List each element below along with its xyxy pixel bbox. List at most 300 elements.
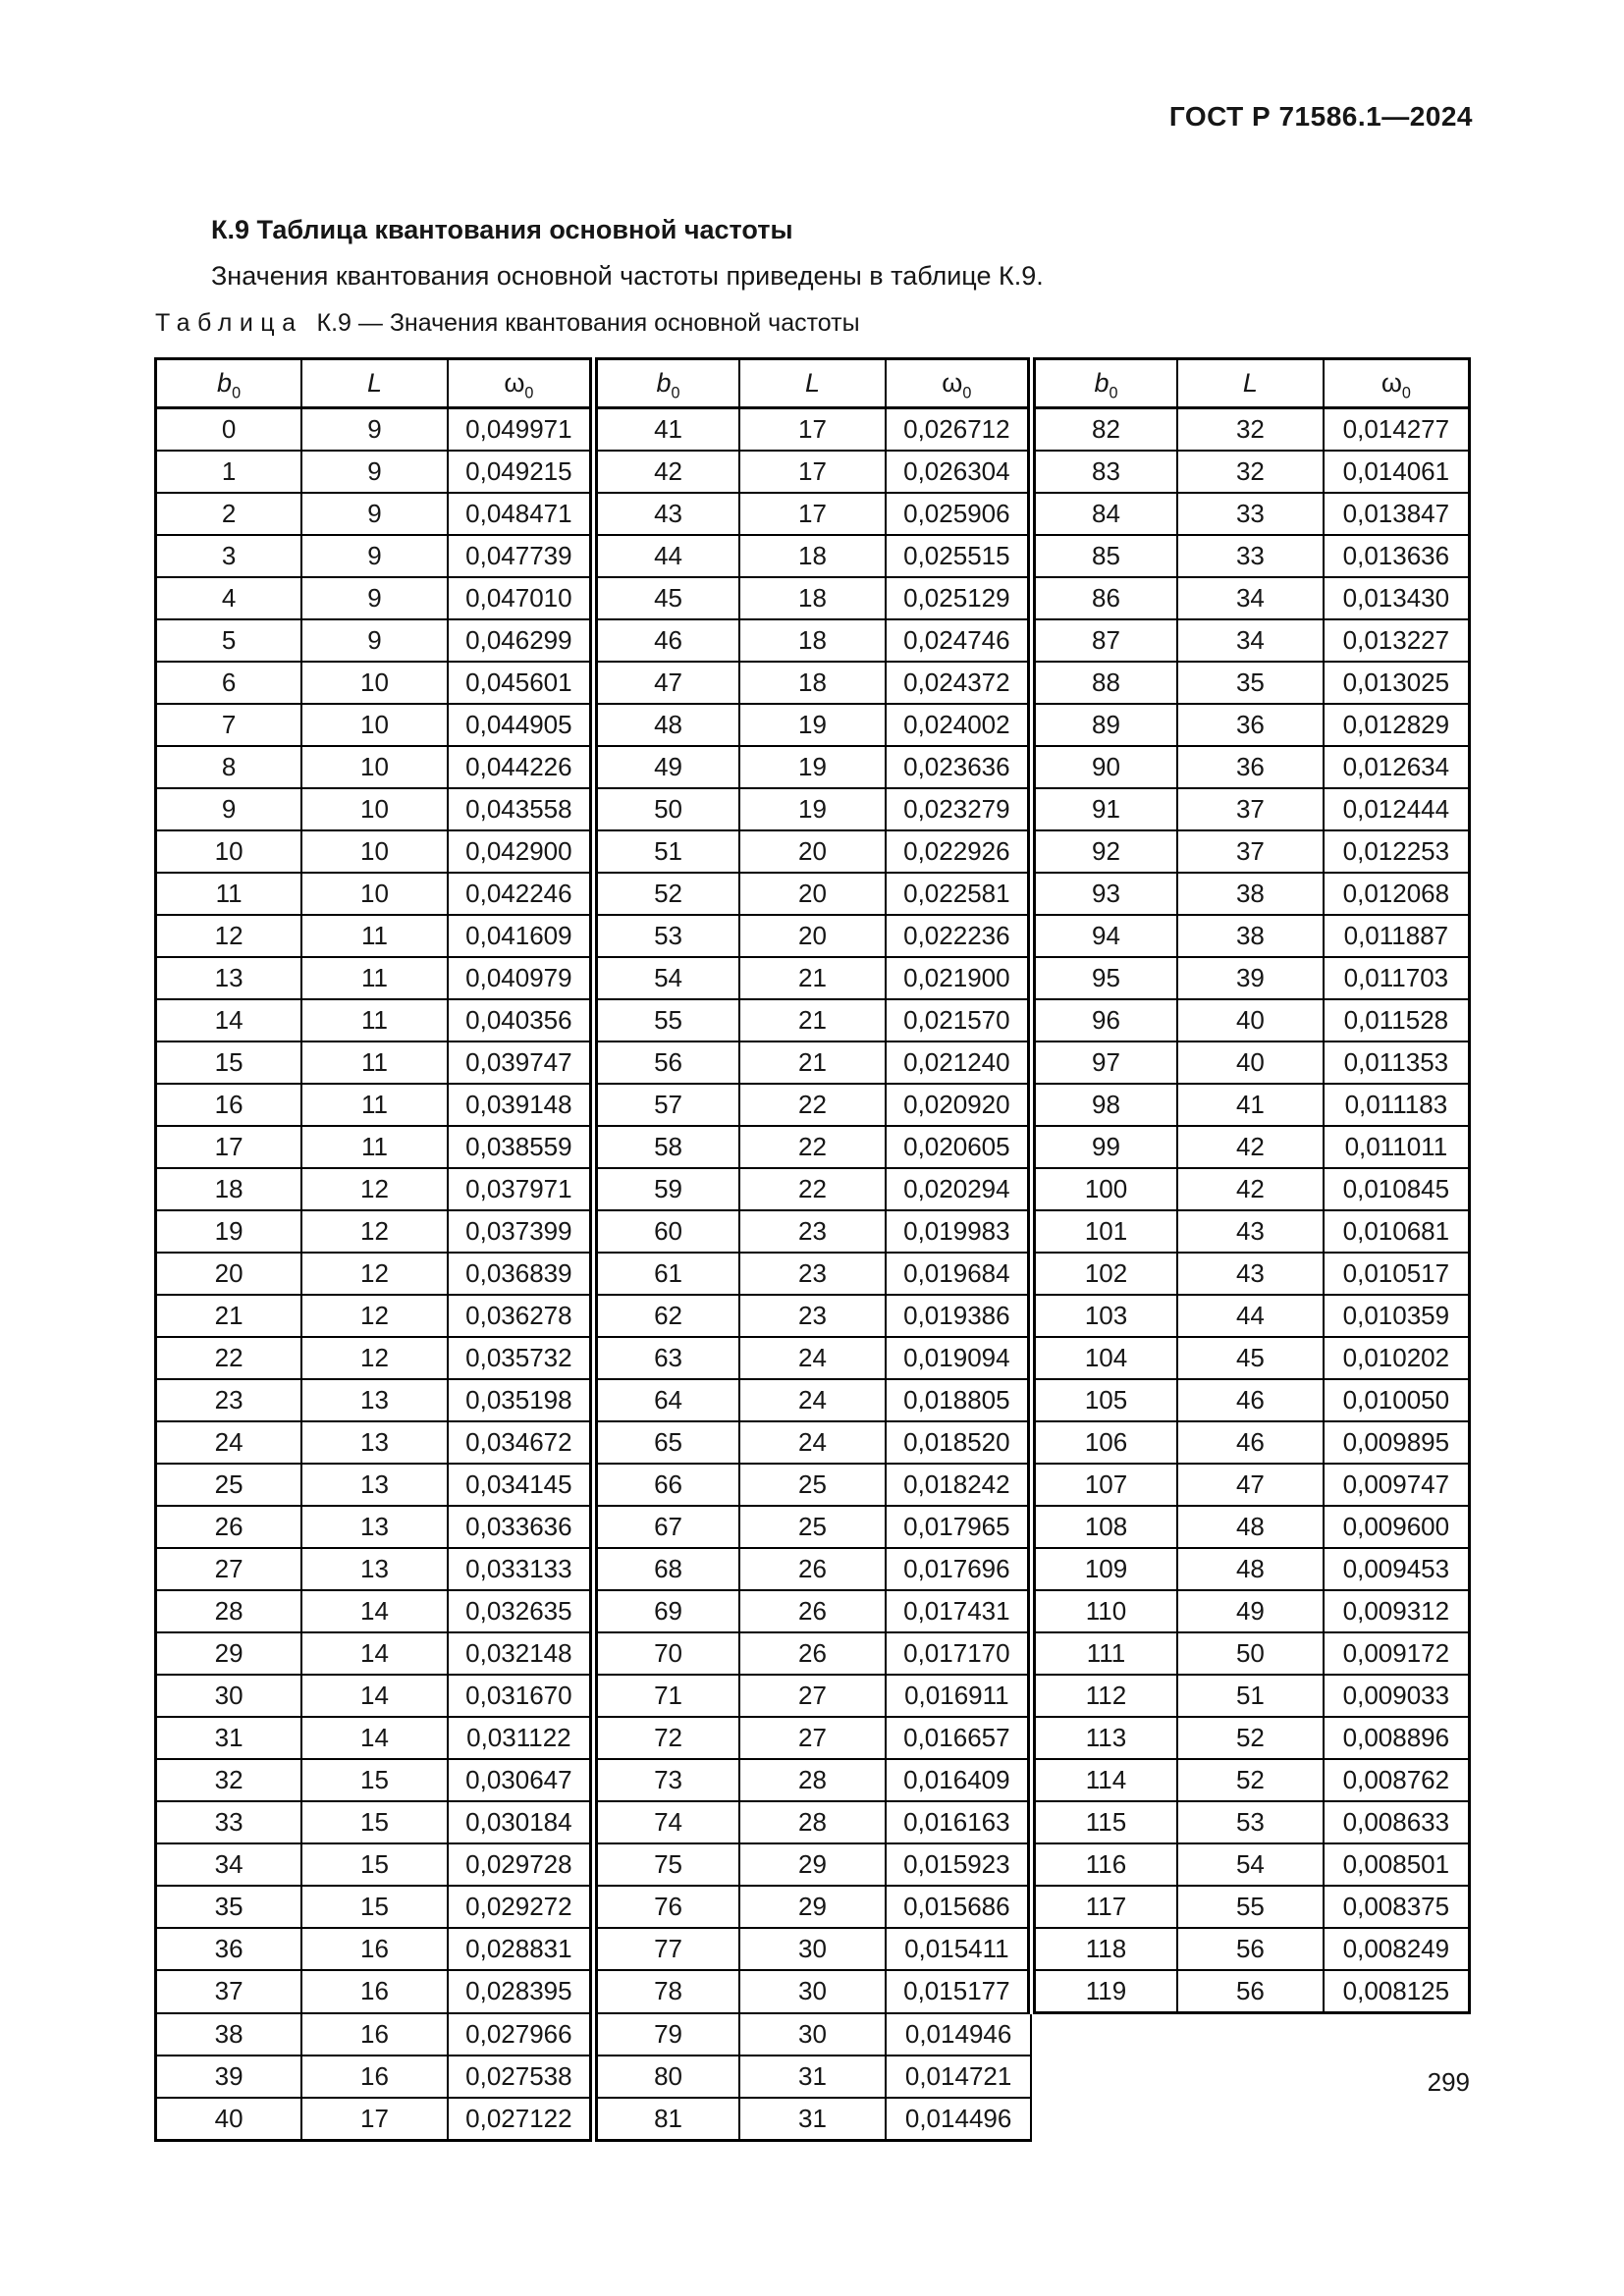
cell-w0: 0,025129 xyxy=(886,577,1032,619)
cell-b0: 76 xyxy=(593,1886,739,1928)
cell-b0: 6 xyxy=(156,662,302,704)
cell-b0: 68 xyxy=(593,1548,739,1590)
cell-w0: 0,040356 xyxy=(448,999,594,1041)
cell-b0: 29 xyxy=(156,1632,302,1675)
cell-w0: 0,034145 xyxy=(448,1464,594,1506)
cell-b0: 13 xyxy=(156,957,302,999)
cell-w0: 0,044905 xyxy=(448,704,594,746)
cell-w0: 0,010050 xyxy=(1324,1379,1470,1421)
cell-b0: 88 xyxy=(1031,662,1177,704)
table-row xyxy=(156,1379,1470,1421)
table-head xyxy=(156,359,1470,408)
cell-w0: 0,032148 xyxy=(448,1632,594,1675)
cell-b0: 104 xyxy=(1031,1337,1177,1379)
column-header-b0: $b_0$ xyxy=(1031,359,1177,408)
cell-w0: 0,027122 xyxy=(448,2098,594,2141)
cell-L: 33 xyxy=(1177,493,1324,535)
cell-L: 31 xyxy=(739,2056,886,2098)
cell-w0: 0,011183 xyxy=(1324,1084,1470,1126)
table-row xyxy=(156,1675,1470,1717)
cell-w0: 0,027966 xyxy=(448,2013,594,2056)
column-header-L: L xyxy=(301,359,448,408)
cell-b0: 0 xyxy=(156,408,302,452)
cell-L: 27 xyxy=(739,1717,886,1759)
cell-L: 11 xyxy=(301,999,448,1041)
cell-b0: 38 xyxy=(156,2013,302,2056)
cell-w0: 0,017696 xyxy=(886,1548,1032,1590)
cell-L: 9 xyxy=(301,493,448,535)
cell-L: 12 xyxy=(301,1295,448,1337)
cell-b0: 82 xyxy=(1031,408,1177,452)
column-header-b0: $b_0$ xyxy=(593,359,739,408)
cell-b0: 72 xyxy=(593,1717,739,1759)
cell-b0: 101 xyxy=(1031,1210,1177,1253)
cell-b0: 48 xyxy=(593,704,739,746)
cell-L: 32 xyxy=(1177,451,1324,493)
cell-b0: 69 xyxy=(593,1590,739,1632)
cell-b0: 44 xyxy=(593,535,739,577)
cell-w0: 0,024746 xyxy=(886,619,1032,662)
table-row xyxy=(156,957,1470,999)
cell-L: 10 xyxy=(301,788,448,830)
cell-w0: 0,011011 xyxy=(1324,1126,1470,1168)
cell-w0: 0,023279 xyxy=(886,788,1032,830)
cell-b0: 30 xyxy=(156,1675,302,1717)
cell-b0: 11 xyxy=(156,873,302,915)
cell-blank xyxy=(1324,2098,1470,2141)
cell-L: 39 xyxy=(1177,957,1324,999)
cell-L: 47 xyxy=(1177,1464,1324,1506)
table-row xyxy=(156,1970,1470,2013)
cell-w0: 0,016163 xyxy=(886,1801,1032,1843)
table-row xyxy=(156,2013,1470,2056)
cell-w0: 0,047739 xyxy=(448,535,594,577)
cell-L: 18 xyxy=(739,662,886,704)
cell-L: 9 xyxy=(301,535,448,577)
cell-b0: 116 xyxy=(1031,1843,1177,1886)
cell-L: 14 xyxy=(301,1632,448,1675)
cell-b0: 111 xyxy=(1031,1632,1177,1675)
table-row xyxy=(156,746,1470,788)
cell-L: 10 xyxy=(301,662,448,704)
table-row xyxy=(156,1210,1470,1253)
cell-b0: 54 xyxy=(593,957,739,999)
cell-w0: 0,028831 xyxy=(448,1928,594,1970)
cell-L: 22 xyxy=(739,1168,886,1210)
cell-b0: 28 xyxy=(156,1590,302,1632)
cell-w0: 0,008633 xyxy=(1324,1801,1470,1843)
cell-L: 27 xyxy=(739,1675,886,1717)
cell-b0: 92 xyxy=(1031,830,1177,873)
cell-b0: 36 xyxy=(156,1928,302,1970)
cell-w0: 0,021240 xyxy=(886,1041,1032,1084)
cell-b0: 91 xyxy=(1031,788,1177,830)
cell-L: 12 xyxy=(301,1168,448,1210)
cell-b0: 56 xyxy=(593,1041,739,1084)
cell-b0: 112 xyxy=(1031,1675,1177,1717)
cell-L: 45 xyxy=(1177,1337,1324,1379)
cell-w0: 0,013430 xyxy=(1324,577,1470,619)
cell-w0: 0,008896 xyxy=(1324,1717,1470,1759)
cell-w0: 0,019983 xyxy=(886,1210,1032,1253)
cell-L: 14 xyxy=(301,1717,448,1759)
cell-b0: 94 xyxy=(1031,915,1177,957)
cell-w0: 0,008249 xyxy=(1324,1928,1470,1970)
cell-w0: 0,015411 xyxy=(886,1928,1032,1970)
cell-w0: 0,017965 xyxy=(886,1506,1032,1548)
cell-b0: 98 xyxy=(1031,1084,1177,1126)
cell-b0: 10 xyxy=(156,830,302,873)
cell-w0: 0,047010 xyxy=(448,577,594,619)
cell-w0: 0,045601 xyxy=(448,662,594,704)
table-row xyxy=(156,619,1470,662)
column-header-w0: $\omega_0$ xyxy=(886,359,1032,408)
cell-blank xyxy=(1031,2098,1177,2141)
cell-w0: 0,034672 xyxy=(448,1421,594,1464)
cell-L: 46 xyxy=(1177,1421,1324,1464)
cell-w0: 0,011528 xyxy=(1324,999,1470,1041)
cell-w0: 0,032635 xyxy=(448,1590,594,1632)
cell-b0: 83 xyxy=(1031,451,1177,493)
table-caption-word: Таблица xyxy=(155,309,303,337)
cell-w0: 0,014277 xyxy=(1324,408,1470,452)
cell-w0: 0,009600 xyxy=(1324,1506,1470,1548)
cell-b0: 33 xyxy=(156,1801,302,1843)
cell-b0: 55 xyxy=(593,999,739,1041)
cell-L: 18 xyxy=(739,619,886,662)
cell-b0: 87 xyxy=(1031,619,1177,662)
cell-L: 42 xyxy=(1177,1126,1324,1168)
cell-w0: 0,038559 xyxy=(448,1126,594,1168)
cell-b0: 18 xyxy=(156,1168,302,1210)
table-row xyxy=(156,1632,1470,1675)
cell-b0: 96 xyxy=(1031,999,1177,1041)
table-row xyxy=(156,408,1470,452)
cell-L: 21 xyxy=(739,1041,886,1084)
cell-b0: 86 xyxy=(1031,577,1177,619)
cell-w0: 0,013847 xyxy=(1324,493,1470,535)
cell-L: 23 xyxy=(739,1210,886,1253)
cell-b0: 95 xyxy=(1031,957,1177,999)
cell-w0: 0,049215 xyxy=(448,451,594,493)
table-row xyxy=(156,2098,1470,2141)
document-code-header: ГОСТ Р 71586.1—2024 xyxy=(1168,101,1473,132)
cell-w0: 0,010517 xyxy=(1324,1253,1470,1295)
table-row xyxy=(156,1506,1470,1548)
cell-w0: 0,041609 xyxy=(448,915,594,957)
cell-L: 18 xyxy=(739,535,886,577)
cell-w0: 0,040979 xyxy=(448,957,594,999)
cell-L: 40 xyxy=(1177,999,1324,1041)
cell-b0: 105 xyxy=(1031,1379,1177,1421)
cell-L: 9 xyxy=(301,577,448,619)
cell-w0: 0,010845 xyxy=(1324,1168,1470,1210)
table-row xyxy=(156,451,1470,493)
cell-b0: 42 xyxy=(593,451,739,493)
cell-b0: 22 xyxy=(156,1337,302,1379)
cell-L: 44 xyxy=(1177,1295,1324,1337)
table-row xyxy=(156,999,1470,1041)
cell-w0: 0,042900 xyxy=(448,830,594,873)
cell-L: 33 xyxy=(1177,535,1324,577)
cell-b0: 89 xyxy=(1031,704,1177,746)
cell-w0: 0,013636 xyxy=(1324,535,1470,577)
column-header-w0: $\omega_0$ xyxy=(448,359,594,408)
cell-L: 20 xyxy=(739,873,886,915)
cell-w0: 0,025906 xyxy=(886,493,1032,535)
cell-L: 21 xyxy=(739,957,886,999)
cell-w0: 0,011887 xyxy=(1324,915,1470,957)
cell-w0: 0,024372 xyxy=(886,662,1032,704)
cell-b0: 63 xyxy=(593,1337,739,1379)
cell-w0: 0,012253 xyxy=(1324,830,1470,873)
cell-L: 11 xyxy=(301,1084,448,1126)
table-row xyxy=(156,1464,1470,1506)
cell-w0: 0,027538 xyxy=(448,2056,594,2098)
cell-w0: 0,030647 xyxy=(448,1759,594,1801)
cell-L: 13 xyxy=(301,1421,448,1464)
cell-b0: 90 xyxy=(1031,746,1177,788)
cell-w0: 0,009895 xyxy=(1324,1421,1470,1464)
cell-w0: 0,009033 xyxy=(1324,1675,1470,1717)
cell-w0: 0,009747 xyxy=(1324,1464,1470,1506)
cell-w0: 0,013227 xyxy=(1324,619,1470,662)
cell-w0: 0,012634 xyxy=(1324,746,1470,788)
cell-L: 52 xyxy=(1177,1717,1324,1759)
cell-L: 20 xyxy=(739,830,886,873)
table-row xyxy=(156,1168,1470,1210)
table-row xyxy=(156,577,1470,619)
cell-w0: 0,012829 xyxy=(1324,704,1470,746)
cell-b0: 49 xyxy=(593,746,739,788)
cell-w0: 0,017431 xyxy=(886,1590,1032,1632)
cell-b0: 70 xyxy=(593,1632,739,1675)
cell-L: 53 xyxy=(1177,1801,1324,1843)
cell-L: 20 xyxy=(739,915,886,957)
cell-L: 36 xyxy=(1177,746,1324,788)
cell-L: 30 xyxy=(739,2013,886,2056)
cell-L: 10 xyxy=(301,830,448,873)
cell-b0: 57 xyxy=(593,1084,739,1126)
cell-L: 38 xyxy=(1177,915,1324,957)
cell-L: 10 xyxy=(301,873,448,915)
cell-b0: 47 xyxy=(593,662,739,704)
cell-w0: 0,039148 xyxy=(448,1084,594,1126)
cell-b0: 114 xyxy=(1031,1759,1177,1801)
cell-b0: 31 xyxy=(156,1717,302,1759)
table-row xyxy=(156,662,1470,704)
cell-b0: 85 xyxy=(1031,535,1177,577)
cell-L: 49 xyxy=(1177,1590,1324,1632)
cell-b0: 59 xyxy=(593,1168,739,1210)
cell-L: 28 xyxy=(739,1801,886,1843)
cell-blank xyxy=(1031,2056,1177,2098)
cell-w0: 0,013025 xyxy=(1324,662,1470,704)
cell-w0: 0,010681 xyxy=(1324,1210,1470,1253)
table-row xyxy=(156,1843,1470,1886)
cell-b0: 17 xyxy=(156,1126,302,1168)
cell-L: 24 xyxy=(739,1379,886,1421)
cell-L: 52 xyxy=(1177,1759,1324,1801)
cell-b0: 119 xyxy=(1031,1970,1177,2013)
cell-b0: 107 xyxy=(1031,1464,1177,1506)
cell-L: 22 xyxy=(739,1084,886,1126)
cell-b0: 84 xyxy=(1031,493,1177,535)
cell-L: 51 xyxy=(1177,1675,1324,1717)
cell-b0: 14 xyxy=(156,999,302,1041)
cell-L: 17 xyxy=(301,2098,448,2141)
cell-L: 37 xyxy=(1177,830,1324,873)
cell-w0: 0,014946 xyxy=(886,2013,1032,2056)
cell-w0: 0,048471 xyxy=(448,493,594,535)
cell-w0: 0,014061 xyxy=(1324,451,1470,493)
cell-L: 43 xyxy=(1177,1210,1324,1253)
cell-b0: 24 xyxy=(156,1421,302,1464)
cell-blank xyxy=(1177,2056,1324,2098)
cell-L: 14 xyxy=(301,1675,448,1717)
cell-L: 23 xyxy=(739,1295,886,1337)
cell-w0: 0,031122 xyxy=(448,1717,594,1759)
cell-L: 24 xyxy=(739,1421,886,1464)
cell-b0: 66 xyxy=(593,1464,739,1506)
cell-L: 23 xyxy=(739,1253,886,1295)
cell-blank xyxy=(1177,2013,1324,2056)
cell-b0: 2 xyxy=(156,493,302,535)
table-row xyxy=(156,1717,1470,1759)
cell-L: 12 xyxy=(301,1253,448,1295)
cell-b0: 97 xyxy=(1031,1041,1177,1084)
cell-b0: 39 xyxy=(156,2056,302,2098)
cell-L: 55 xyxy=(1177,1886,1324,1928)
cell-L: 28 xyxy=(739,1759,886,1801)
cell-w0: 0,028395 xyxy=(448,1970,594,2013)
cell-w0: 0,015177 xyxy=(886,1970,1032,2013)
cell-L: 50 xyxy=(1177,1632,1324,1675)
cell-L: 24 xyxy=(739,1337,886,1379)
table-row xyxy=(156,493,1470,535)
cell-w0: 0,019094 xyxy=(886,1337,1032,1379)
cell-L: 15 xyxy=(301,1843,448,1886)
cell-b0: 4 xyxy=(156,577,302,619)
cell-b0: 67 xyxy=(593,1506,739,1548)
cell-L: 15 xyxy=(301,1759,448,1801)
cell-b0: 80 xyxy=(593,2056,739,2098)
cell-L: 29 xyxy=(739,1843,886,1886)
cell-L: 15 xyxy=(301,1801,448,1843)
cell-w0: 0,035732 xyxy=(448,1337,594,1379)
cell-L: 12 xyxy=(301,1337,448,1379)
cell-w0: 0,039747 xyxy=(448,1041,594,1084)
cell-b0: 58 xyxy=(593,1126,739,1168)
column-header-b0: $b_0$ xyxy=(156,359,302,408)
cell-w0: 0,015686 xyxy=(886,1886,1032,1928)
cell-b0: 35 xyxy=(156,1886,302,1928)
table-row xyxy=(156,1084,1470,1126)
cell-L: 29 xyxy=(739,1886,886,1928)
cell-L: 19 xyxy=(739,746,886,788)
cell-L: 16 xyxy=(301,1928,448,1970)
cell-w0: 0,020294 xyxy=(886,1168,1032,1210)
cell-b0: 12 xyxy=(156,915,302,957)
cell-L: 16 xyxy=(301,1970,448,2013)
cell-w0: 0,008501 xyxy=(1324,1843,1470,1886)
cell-b0: 106 xyxy=(1031,1421,1177,1464)
cell-w0: 0,019386 xyxy=(886,1295,1032,1337)
cell-b0: 5 xyxy=(156,619,302,662)
cell-b0: 74 xyxy=(593,1801,739,1843)
table-row xyxy=(156,535,1470,577)
table-row xyxy=(156,1337,1470,1379)
cell-b0: 34 xyxy=(156,1843,302,1886)
cell-b0: 25 xyxy=(156,1464,302,1506)
cell-b0: 23 xyxy=(156,1379,302,1421)
cell-w0: 0,016409 xyxy=(886,1759,1032,1801)
cell-L: 12 xyxy=(301,1210,448,1253)
cell-b0: 51 xyxy=(593,830,739,873)
table-row xyxy=(156,1548,1470,1590)
cell-L: 42 xyxy=(1177,1168,1324,1210)
cell-b0: 21 xyxy=(156,1295,302,1337)
cell-b0: 46 xyxy=(593,619,739,662)
cell-w0: 0,016911 xyxy=(886,1675,1032,1717)
table-row xyxy=(156,1041,1470,1084)
table-row xyxy=(156,1801,1470,1843)
cell-L: 38 xyxy=(1177,873,1324,915)
cell-L: 21 xyxy=(739,999,886,1041)
cell-L: 48 xyxy=(1177,1506,1324,1548)
cell-L: 17 xyxy=(739,451,886,493)
cell-w0: 0,011353 xyxy=(1324,1041,1470,1084)
cell-w0: 0,021570 xyxy=(886,999,1032,1041)
cell-b0: 75 xyxy=(593,1843,739,1886)
cell-L: 35 xyxy=(1177,662,1324,704)
table-body xyxy=(156,408,1470,2141)
cell-L: 17 xyxy=(739,408,886,452)
cell-L: 10 xyxy=(301,746,448,788)
cell-w0: 0,037399 xyxy=(448,1210,594,1253)
cell-L: 48 xyxy=(1177,1548,1324,1590)
cell-b0: 1 xyxy=(156,451,302,493)
cell-b0: 19 xyxy=(156,1210,302,1253)
cell-b0: 73 xyxy=(593,1759,739,1801)
cell-b0: 118 xyxy=(1031,1928,1177,1970)
cell-L: 9 xyxy=(301,619,448,662)
cell-w0: 0,020920 xyxy=(886,1084,1032,1126)
cell-w0: 0,035198 xyxy=(448,1379,594,1421)
cell-L: 13 xyxy=(301,1548,448,1590)
cell-L: 41 xyxy=(1177,1084,1324,1126)
cell-L: 17 xyxy=(739,493,886,535)
cell-L: 18 xyxy=(739,577,886,619)
cell-b0: 71 xyxy=(593,1675,739,1717)
table-row xyxy=(156,704,1470,746)
cell-b0: 115 xyxy=(1031,1801,1177,1843)
intro-paragraph: Значения квантования основной частоты приведены в таблице К.9. xyxy=(211,261,1044,291)
cell-L: 13 xyxy=(301,1506,448,1548)
cell-w0: 0,017170 xyxy=(886,1632,1032,1675)
cell-w0: 0,046299 xyxy=(448,619,594,662)
cell-w0: 0,022581 xyxy=(886,873,1032,915)
cell-w0: 0,024002 xyxy=(886,704,1032,746)
cell-b0: 81 xyxy=(593,2098,739,2141)
table-row xyxy=(156,1421,1470,1464)
cell-b0: 15 xyxy=(156,1041,302,1084)
cell-w0: 0,019684 xyxy=(886,1253,1032,1295)
cell-L: 26 xyxy=(739,1590,886,1632)
cell-b0: 113 xyxy=(1031,1717,1177,1759)
cell-b0: 3 xyxy=(156,535,302,577)
cell-L: 56 xyxy=(1177,1970,1324,2013)
